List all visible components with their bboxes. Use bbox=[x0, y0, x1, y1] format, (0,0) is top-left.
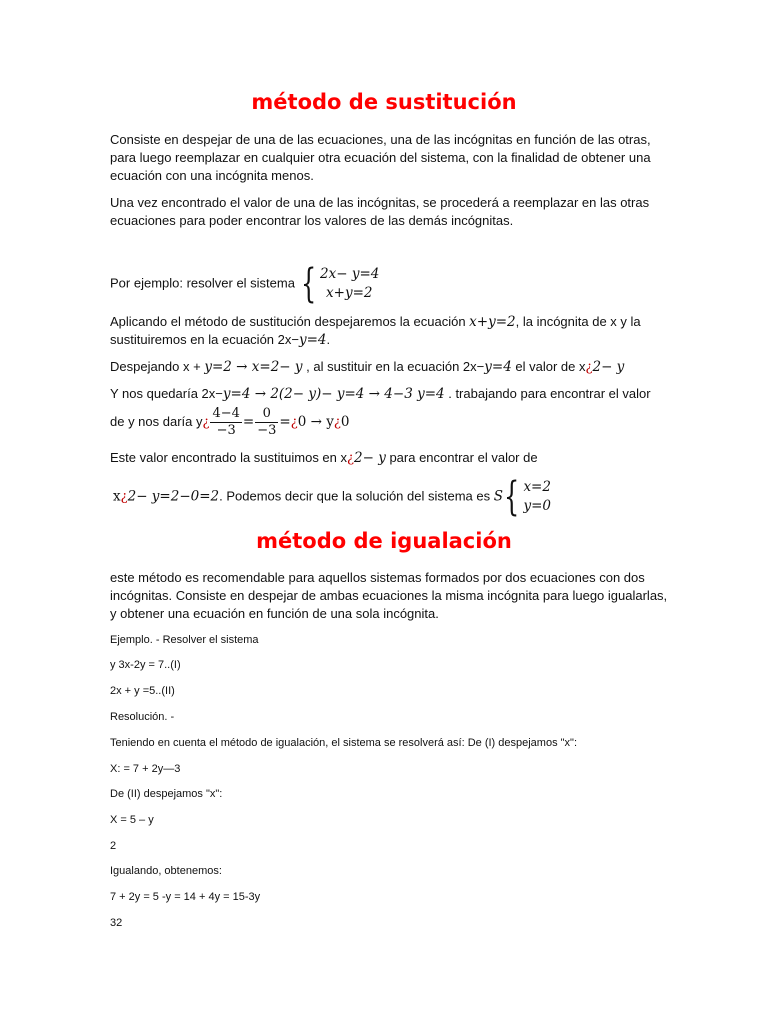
solution-line bbox=[113, 474, 551, 520]
arrow-3: → bbox=[364, 386, 385, 402]
nos-equation-d: 4−3 y=4 bbox=[384, 386, 445, 402]
inverted-question-mark-5: ¿ bbox=[347, 451, 354, 466]
fraction-1-numerator: 4−4 bbox=[212, 406, 240, 422]
inverted-question-mark-3: ¿ bbox=[290, 415, 298, 430]
apply-text-a: Aplicando el método de sustitución despejaremos la ecuación bbox=[110, 314, 470, 329]
igualacion-line-11: 7 + 2y = 5 -y = 14 + 4y = 15-3y bbox=[110, 891, 261, 903]
igualacion-line-9: 2 bbox=[110, 840, 117, 852]
apply-text-c: sustituiremos en la ecuación 2x− bbox=[110, 332, 299, 347]
igualacion-line-6: X: = 7 + 2y—3 bbox=[110, 763, 181, 775]
fraction-2 bbox=[255, 406, 278, 439]
desp-text-d: , al sustituir en la ecuación 2x− bbox=[302, 359, 485, 374]
desp-equation-b: y=2 bbox=[204, 359, 232, 375]
apply-line-2 bbox=[110, 331, 330, 349]
fin-text-c: . Podemos decir que la solución del sistema es bbox=[219, 488, 494, 504]
sustitucion-paragraph-2: Una vez encontrado el valor de una de las incógnitas, se procederá a reemplazar en las otras ecuaciones para poder encontrar los valores de las demás incógnitas. bbox=[110, 195, 650, 228]
nos-text-a: Y nos quedaría 2x− bbox=[110, 386, 223, 401]
apply-text-e: . bbox=[326, 332, 331, 347]
system-equation-2: x+y=2 bbox=[326, 285, 373, 301]
arrow-4: → y bbox=[306, 414, 334, 430]
apply-line-1 bbox=[110, 313, 641, 331]
title-metodo-igualacion: método de igualación bbox=[256, 529, 512, 553]
igualacion-line-4: Resolución. - bbox=[110, 711, 175, 723]
igualacion-line-1: Ejemplo. - Resolver el sistema bbox=[110, 634, 259, 646]
fraction-2-denominator: −3 bbox=[257, 423, 277, 439]
solution-left-brace: { bbox=[503, 474, 520, 520]
fraction-2-numerator: 0 bbox=[255, 406, 278, 423]
sustitucion-paragraph-1: Consiste en despejar de una de las ecuaciones, una de las incógnitas en función de las otras, para luego reemplazar en cualquier otra ecuación del sistema, con la finalidad de obtener una ecuación con una incógnita menos. bbox=[110, 132, 651, 183]
left-brace: { bbox=[300, 261, 316, 307]
este-text-a: Este valor encontrado la sustituimos en x bbox=[110, 450, 348, 465]
nos-equation-b: y=4 bbox=[222, 386, 251, 402]
igualacion-line-10: Igualando, obtenemos: bbox=[110, 865, 222, 877]
nos-quedaria-line bbox=[110, 385, 651, 403]
fin-text-a: x bbox=[113, 488, 121, 505]
desp-text-f: el valor de x bbox=[511, 359, 586, 374]
dar-text-a: de y nos daría y bbox=[110, 414, 203, 429]
fraction-1-denominator: −3 bbox=[216, 423, 236, 439]
fin-equation-b: 2− y=2−0=2 bbox=[127, 488, 220, 505]
fraction-1 bbox=[210, 406, 241, 439]
desp-equation-e: y=4 bbox=[484, 359, 512, 375]
example-text: Por ejemplo: resolver el sistema bbox=[110, 275, 295, 291]
dar-value-c: 0 bbox=[297, 414, 307, 430]
inverted-question-mark: ¿ bbox=[585, 360, 593, 375]
igualacion-paragraph-1: este método es recomendable para aquellos sistemas formados por dos ecuaciones con dos incógnitas. Consiste en despejar de ambas ecuaciones la misma incógnita para luego igualarlas, y obtener una ecuación en función de una sola incógnita. bbox=[110, 570, 668, 621]
title-metodo-sustitucion: método de sustitución bbox=[251, 90, 517, 114]
este-text-c: para encontrar el valor de bbox=[385, 450, 538, 465]
nos-equation-c: 2(2− y)− y=4 bbox=[270, 386, 365, 402]
solution-system bbox=[523, 478, 551, 516]
despejando-line bbox=[110, 358, 624, 377]
nos-daria-line bbox=[110, 405, 349, 440]
inverted-question-mark-6: ¿ bbox=[120, 489, 128, 505]
solution-set-symbol: S bbox=[493, 488, 503, 505]
nos-text-e: . trabajando para encontrar el valor bbox=[444, 386, 651, 401]
este-equation-b: 2− y bbox=[354, 450, 386, 466]
igualacion-line-5: Teniendo en cuenta el método de igualación, el sistema se resolverá así: De (I) despejamos "x": bbox=[110, 737, 578, 749]
system-equation-1: 2x− y=4 bbox=[320, 266, 380, 282]
example-system bbox=[320, 265, 379, 303]
este-valor-line bbox=[110, 449, 538, 468]
arrow-1: → bbox=[231, 359, 252, 375]
solution-equation-2: y=0 bbox=[523, 498, 551, 514]
igualacion-line-12: 32 bbox=[110, 917, 123, 929]
desp-equation-c: x=2− y bbox=[251, 359, 303, 375]
inverted-question-mark-2: ¿ bbox=[202, 415, 210, 430]
dar-value-d: 0 bbox=[340, 414, 350, 430]
solution-equation-1: x=2 bbox=[523, 479, 551, 495]
apply-equation-2: y=4 bbox=[298, 332, 327, 348]
igualacion-line-8: X = 5 – y bbox=[110, 814, 154, 826]
igualacion-line-7: De (II) despejamos "x": bbox=[110, 788, 223, 800]
igualacion-line-2: y 3x-2y = 7..(I) bbox=[110, 659, 181, 671]
igualacion-line-3: 2x + y =5..(II) bbox=[110, 685, 175, 697]
desp-equation-g: 2− y bbox=[592, 359, 625, 375]
inverted-question-mark-4: ¿ bbox=[333, 415, 341, 430]
arrow-2: → bbox=[250, 386, 271, 402]
apply-text-b: , la incógnita de x y la bbox=[515, 314, 641, 329]
example-line bbox=[110, 261, 380, 307]
equals-sign: = bbox=[242, 414, 255, 430]
equals-sign-2: = bbox=[279, 414, 291, 430]
apply-equation: x+y=2 bbox=[469, 314, 516, 330]
desp-text-a: Despejando x + bbox=[110, 359, 205, 374]
